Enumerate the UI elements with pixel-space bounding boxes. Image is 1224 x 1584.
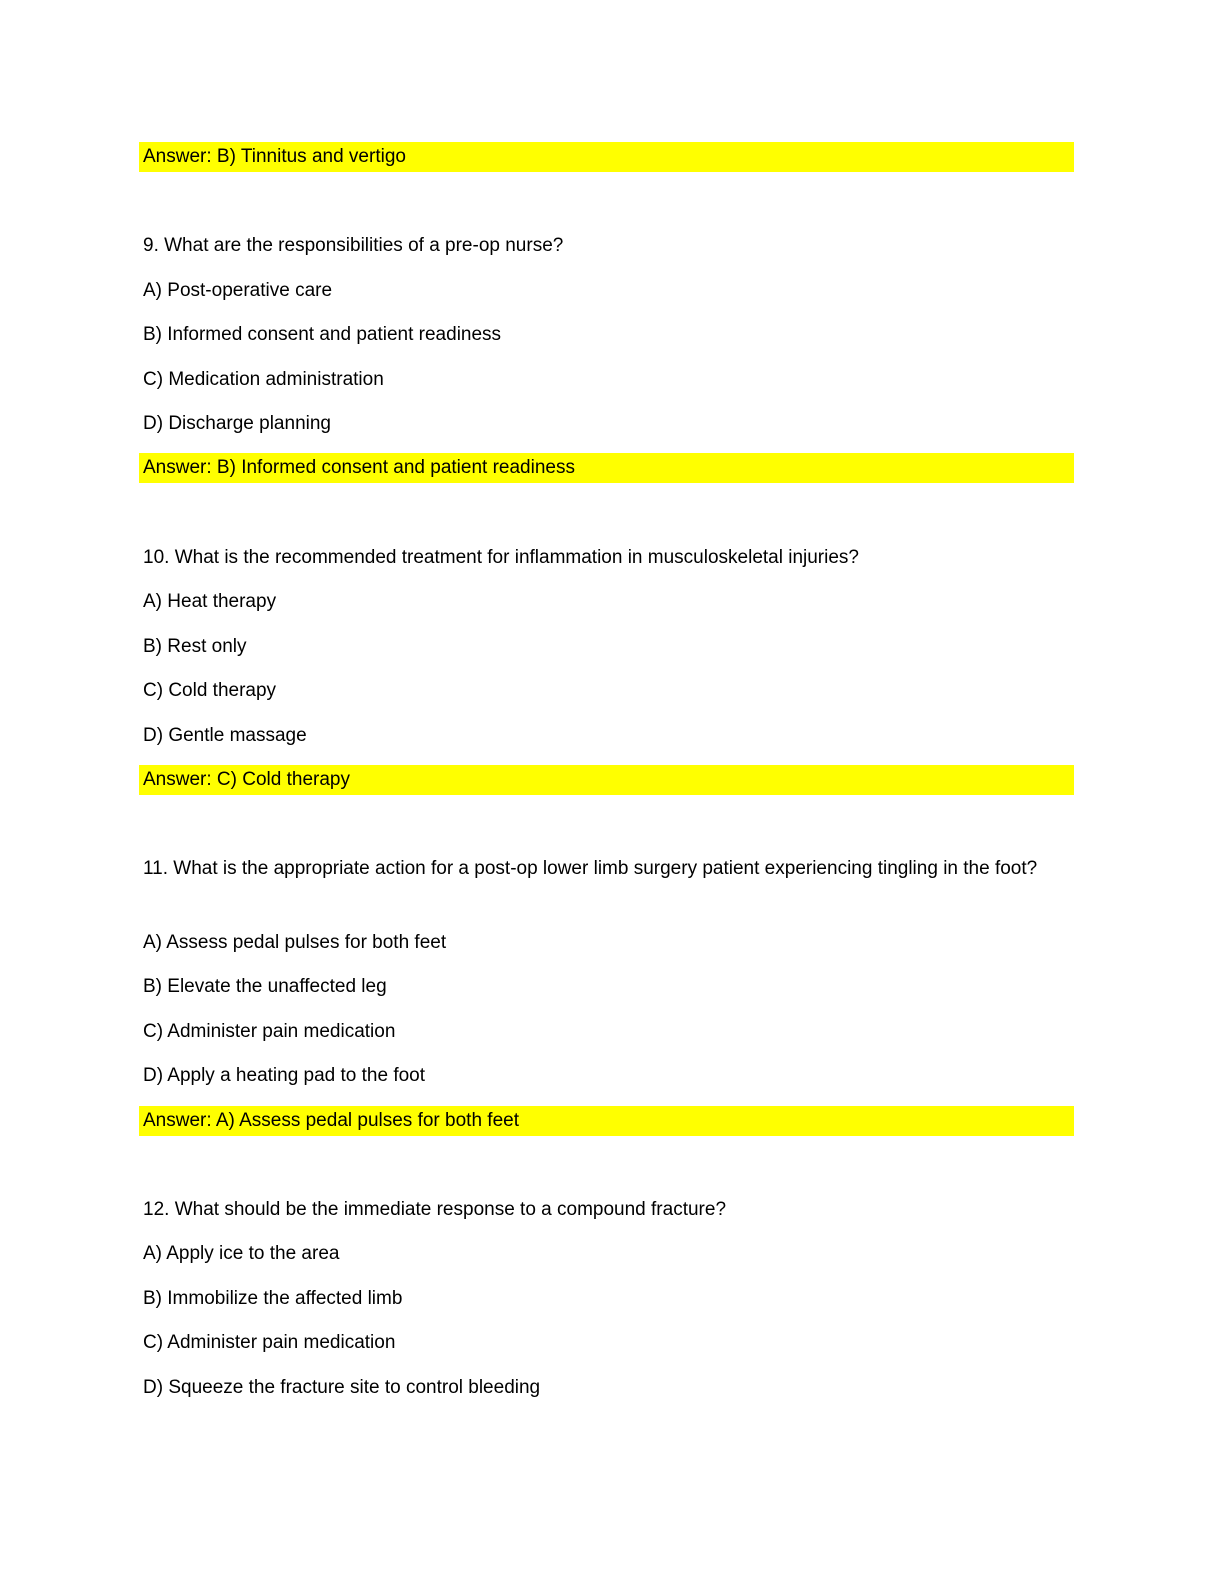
question-10-option-b: B) Rest only [143,636,247,657]
answer-highlight-q8: Answer: B) Tinnitus and vertigo [139,142,1074,172]
question-11-option-c: C) Administer pain medication [143,1021,396,1042]
answer-highlight-q10: Answer: C) Cold therapy [139,765,1074,795]
question-11-option-d: D) Apply a heating pad to the foot [143,1065,426,1086]
question-11-option-a: A) Assess pedal pulses for both feet [143,932,447,953]
question-12-option-a: A) Apply ice to the area [143,1243,340,1264]
question-9-option-c: C) Medication administration [143,369,384,390]
answer-highlight-q9: Answer: B) Informed consent and patient readiness [139,453,1074,483]
question-10-option-a: A) Heat therapy [143,591,277,612]
question-11-option-b: B) Elevate the unaffected leg [143,976,387,997]
question-12-option-d: D) Squeeze the fracture site to control bleeding [143,1377,541,1398]
answer-highlight-q11: Answer: A) Assess pedal pulses for both feet [139,1106,1074,1136]
question-12-text: 12. What should be the immediate response to a compound fracture? [143,1199,727,1220]
question-12-option-c: C) Administer pain medication [143,1332,396,1353]
question-9-option-a: A) Post-operative care [143,280,333,301]
question-11-text: 11. What is the appropriate action for a post-op lower limb surgery patient experiencing tingling in the foot? [143,858,1038,879]
question-9-option-d: D) Discharge planning [143,413,331,434]
question-12-option-b: B) Immobilize the affected limb [143,1288,403,1309]
question-9-text: 9. What are the responsibilities of a pre-op nurse? [143,235,564,256]
question-10-text: 10. What is the recommended treatment for inflammation in musculoskeletal injuries? [143,547,859,568]
question-9-option-b: B) Informed consent and patient readiness [143,324,502,345]
question-10-option-c: C) Cold therapy [143,680,277,701]
question-10-option-d: D) Gentle massage [143,725,307,746]
